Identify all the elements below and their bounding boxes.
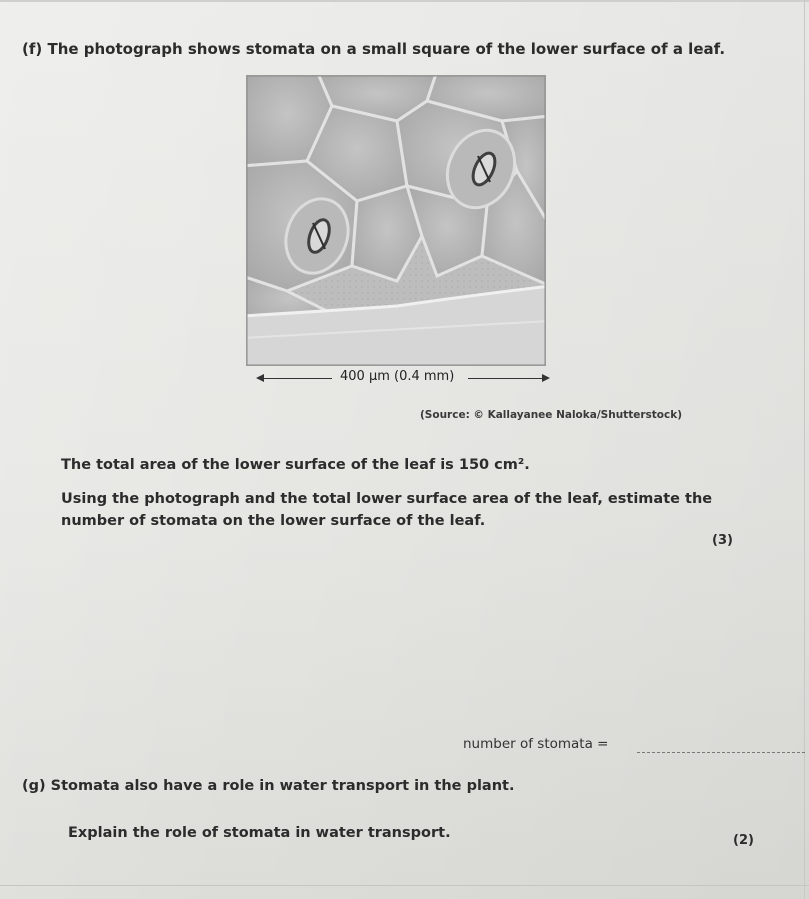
- question-f-text: (f) The photograph shows stomata on a small square of the lower surface of a leaf.: [22, 40, 726, 58]
- instruction-line-1: Using the photograph and the total lower surface area of the leaf, estimate the: [61, 491, 713, 507]
- instruction-line-2: number of stomata on the lower surface of the leaf.: [61, 513, 486, 529]
- marks-g: (2): [733, 833, 754, 848]
- scale-bar-right-line: [468, 378, 544, 379]
- bottom-rule: [0, 885, 809, 886]
- right-arrow-icon: [542, 374, 550, 382]
- answer-label: number of stomata =: [463, 736, 609, 752]
- scale-bar-label: 400 µm (0.4 mm): [340, 369, 455, 384]
- question-g-text: (g) Stomata also have a role in water transport in the plant.: [22, 778, 515, 794]
- answer-line[interactable]: [637, 752, 805, 753]
- scale-bar-left-line: [258, 378, 332, 379]
- scale-bar: [258, 366, 548, 392]
- image-source-credit: (Source: © Kallayanee Naloka/Shutterstock): [420, 409, 682, 421]
- right-margin-line: [804, 0, 805, 899]
- total-area-statement: The total area of the lower surface of the leaf is 150 cm².: [61, 457, 530, 473]
- left-arrow-icon: [256, 374, 264, 382]
- top-border: [0, 0, 809, 2]
- marks-f: (3): [712, 533, 733, 548]
- stomata-micrograph-image: [246, 75, 546, 366]
- explain-instruction: Explain the role of stomata in water transport.: [68, 825, 451, 841]
